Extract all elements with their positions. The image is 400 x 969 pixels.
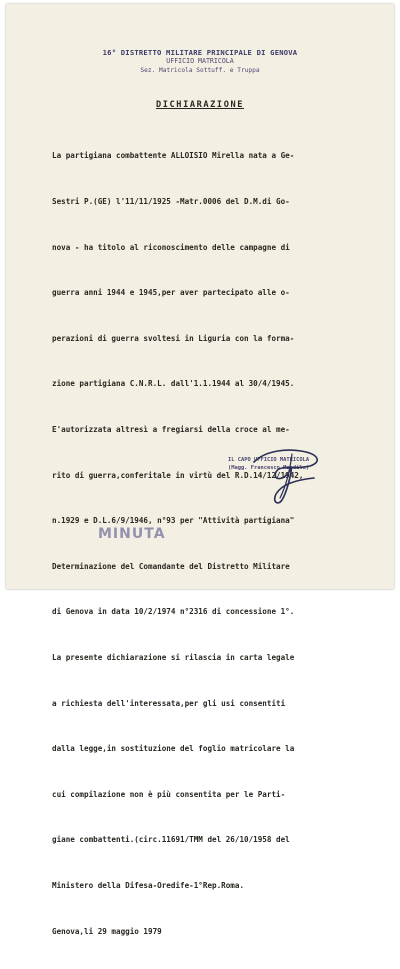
signature-stroke bbox=[254, 450, 317, 503]
body-line: zione partigiana C.N.R.L. dall'1.1.1944 al 30/4/1945. bbox=[52, 379, 295, 389]
body-line: rito di guerra,conferitale in virtù del R.D.14/12/1942, bbox=[52, 470, 304, 480]
handwritten-signature bbox=[236, 440, 336, 510]
body-line: guerra anni 1944 e 1945,per aver partecipato alle o- bbox=[52, 288, 290, 298]
signatory-name: (Magg. Francesco Mandile) bbox=[228, 465, 310, 471]
declaration-body bbox=[52, 118, 372, 969]
document-title: DICHIARAZIONE bbox=[155, 100, 245, 110]
letterhead-office: UFFICIO MATRICOLA bbox=[166, 57, 234, 65]
minuta-stamp: MINUTA bbox=[98, 526, 166, 542]
body-line: E'autorizzata altresì a fregiarsi della croce al me- bbox=[52, 424, 290, 434]
body-line: Determinazione del Comandante del Distretto Militare bbox=[52, 561, 290, 571]
body-line: La partigiana combattente ALLOISIO Mirella nata a Ge- bbox=[52, 151, 295, 161]
letterhead bbox=[6, 48, 394, 75]
date-line: Genova,li 29 maggio 1979 bbox=[52, 926, 162, 936]
body-line: dalla legge,in sostituzione del foglio matricolare la bbox=[52, 744, 295, 754]
body-line: Sestri P.(GE) l'11/11/1925 -Matr.0006 del D.M.di Go- bbox=[52, 197, 290, 206]
body-line: Ministero della Difesa-Oredife-1°Rep.Roma. bbox=[52, 880, 245, 890]
body-line: cui compilazione non è più consentita per le Parti- bbox=[52, 789, 286, 799]
body-line: giane combattenti.(circ.11691/TMM del 26/10/1958 del bbox=[52, 835, 290, 845]
letterhead-section: Sez. Matricola Sottuff. e Truppa bbox=[140, 67, 260, 74]
letterhead-district: 16° DISTRETTO MILITARE PRINCIPALE DI GENOVA bbox=[102, 48, 298, 57]
body-line: a richiesta dell'interessata,per gli usi consentiti bbox=[52, 698, 286, 708]
body-line: perazioni di guerra svoltesi in Liguria con la forma- bbox=[52, 333, 295, 343]
body-line: n.1929 e D.L.6/9/1946, n°93 per "Attività partigiana" bbox=[52, 516, 295, 526]
body-line: di Genova in data 10/2/1974 n°2316 di concessione 1°. bbox=[52, 607, 295, 617]
document-page bbox=[6, 4, 394, 936]
body-line: La presente dichiarazione si rilascia in carta legale bbox=[52, 652, 295, 662]
signatory-title: IL CAPO UFFICIO MATRICOLA bbox=[228, 457, 310, 463]
body-line: nova - ha titolo al riconoscimento delle campagne di bbox=[52, 242, 290, 252]
